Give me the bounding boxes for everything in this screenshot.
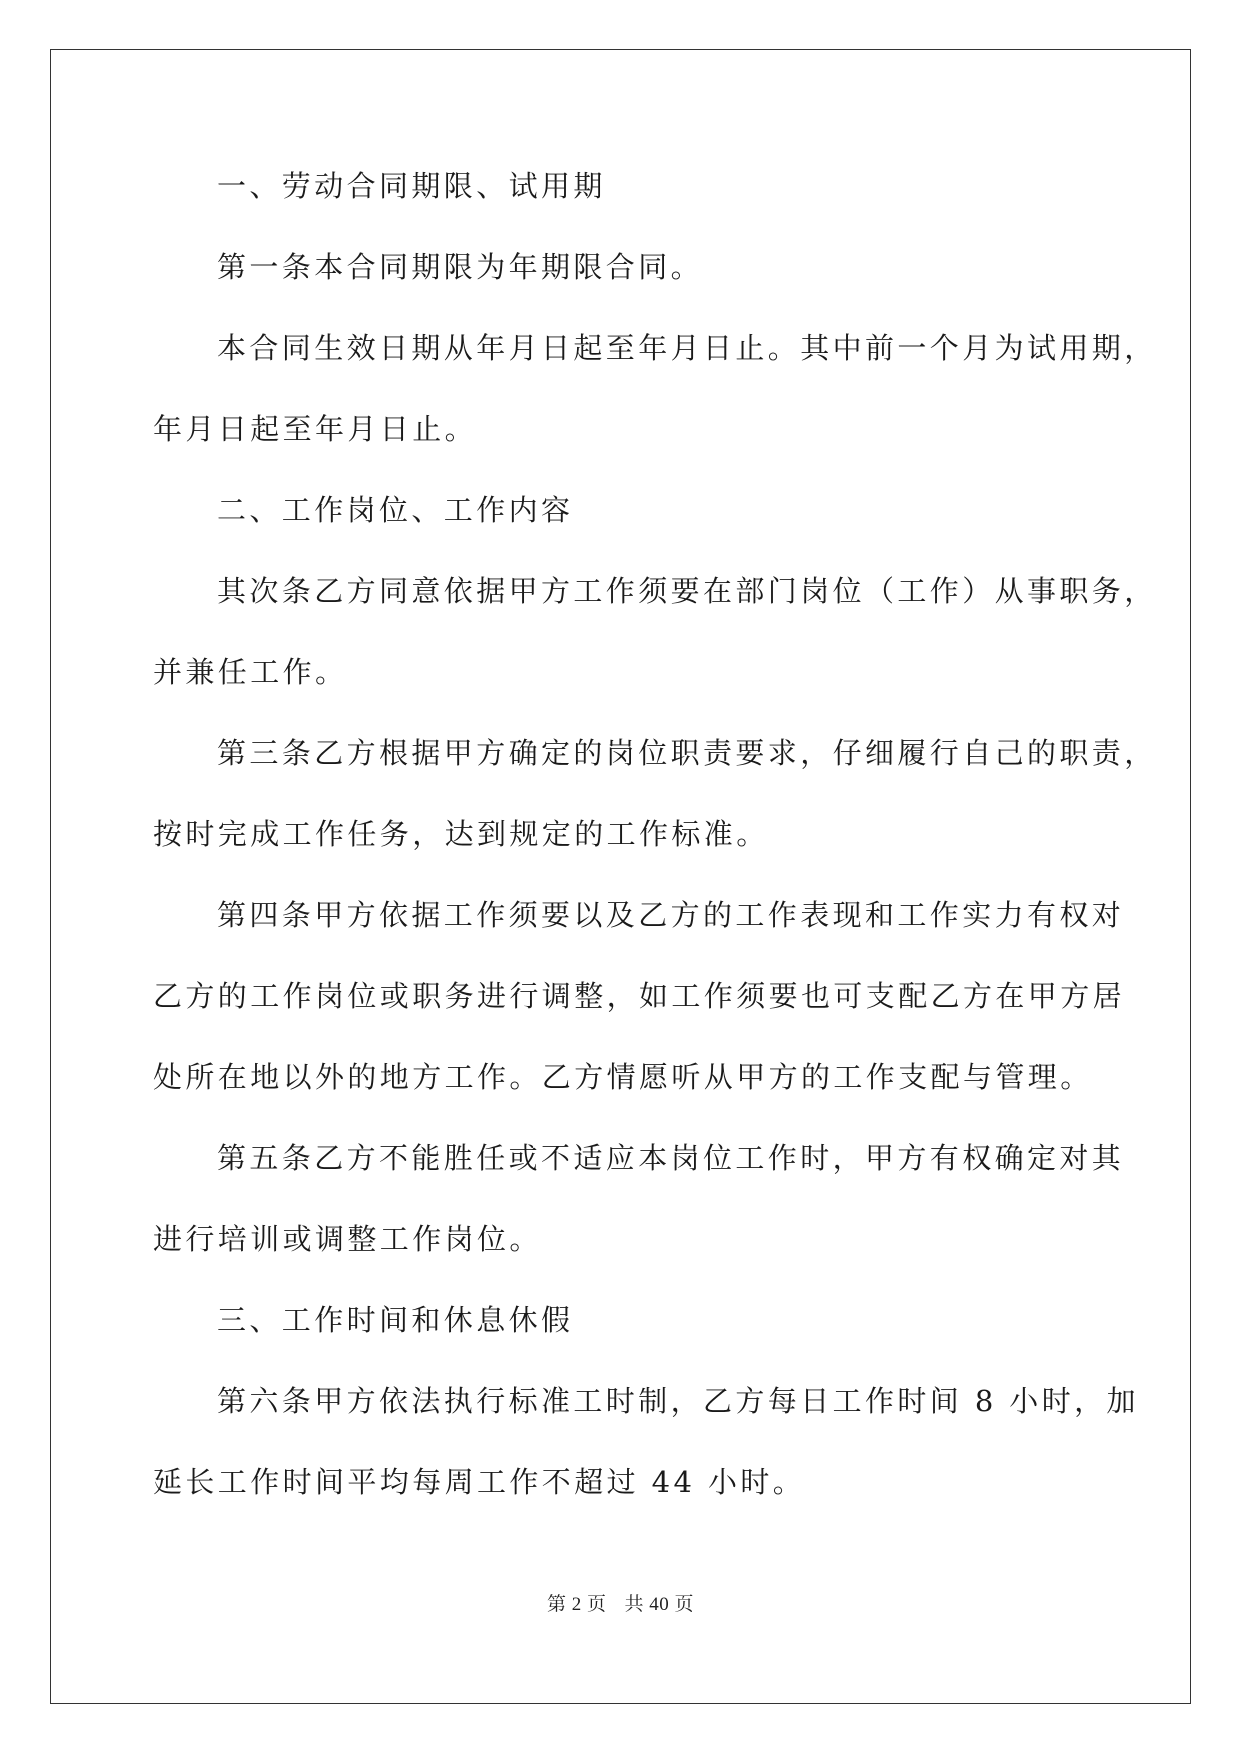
page-footer	[0, 1589, 1241, 1616]
paragraph-line: 第五条乙方不能胜任或不适应本岗位工作时，甲方有权确定对其	[217, 1141, 1125, 1175]
paragraph-line: 第六条甲方依法执行标准工时制，乙方每日工作时间 8 小时，加	[217, 1384, 1139, 1418]
paragraph-line: 进行培训或调整工作岗位。	[153, 1222, 542, 1256]
page-border	[50, 49, 1191, 1704]
paragraph-line: 延长工作时间平均每周工作不超过 44 小时。	[153, 1465, 806, 1499]
paragraph-line: 年月日起至年月日止。	[153, 412, 478, 446]
paragraph-line: 第一条本合同期限为年期限合同。	[217, 250, 704, 284]
section-heading-2: 二、工作岗位、工作内容	[217, 493, 574, 527]
section-heading-3: 三、工作时间和休息休假	[217, 1303, 574, 1337]
section-heading-1: 一、劳动合同期限、试用期	[217, 169, 606, 203]
paragraph-line: 并兼任工作。	[153, 655, 348, 689]
paragraph-line: 乙方的工作岗位或职务进行调整，如工作须要也可支配乙方在甲方居	[153, 979, 1126, 1013]
paragraph-line: 第四条甲方依据工作须要以及乙方的工作表现和工作实力有权对	[217, 898, 1125, 932]
paragraph-line: 第三条乙方根据甲方确定的岗位职责要求，仔细履行自己的职责，	[217, 736, 1157, 770]
paragraph-line: 本合同生效日期从年月日起至年月日止。其中前一个月为试用期，	[217, 331, 1157, 365]
paragraph-line: 处所在地以外的地方工作。乙方情愿听从甲方的工作支配与管理。	[153, 1060, 1093, 1094]
paragraph-line: 按时完成工作任务，达到规定的工作标准。	[153, 817, 769, 851]
paragraph-line: 其次条乙方同意依据甲方工作须要在部门岗位（工作）从事职务，	[217, 574, 1157, 608]
page-number: 第 2 页	[546, 1594, 607, 1615]
page-total: 共 40 页	[624, 1594, 695, 1615]
